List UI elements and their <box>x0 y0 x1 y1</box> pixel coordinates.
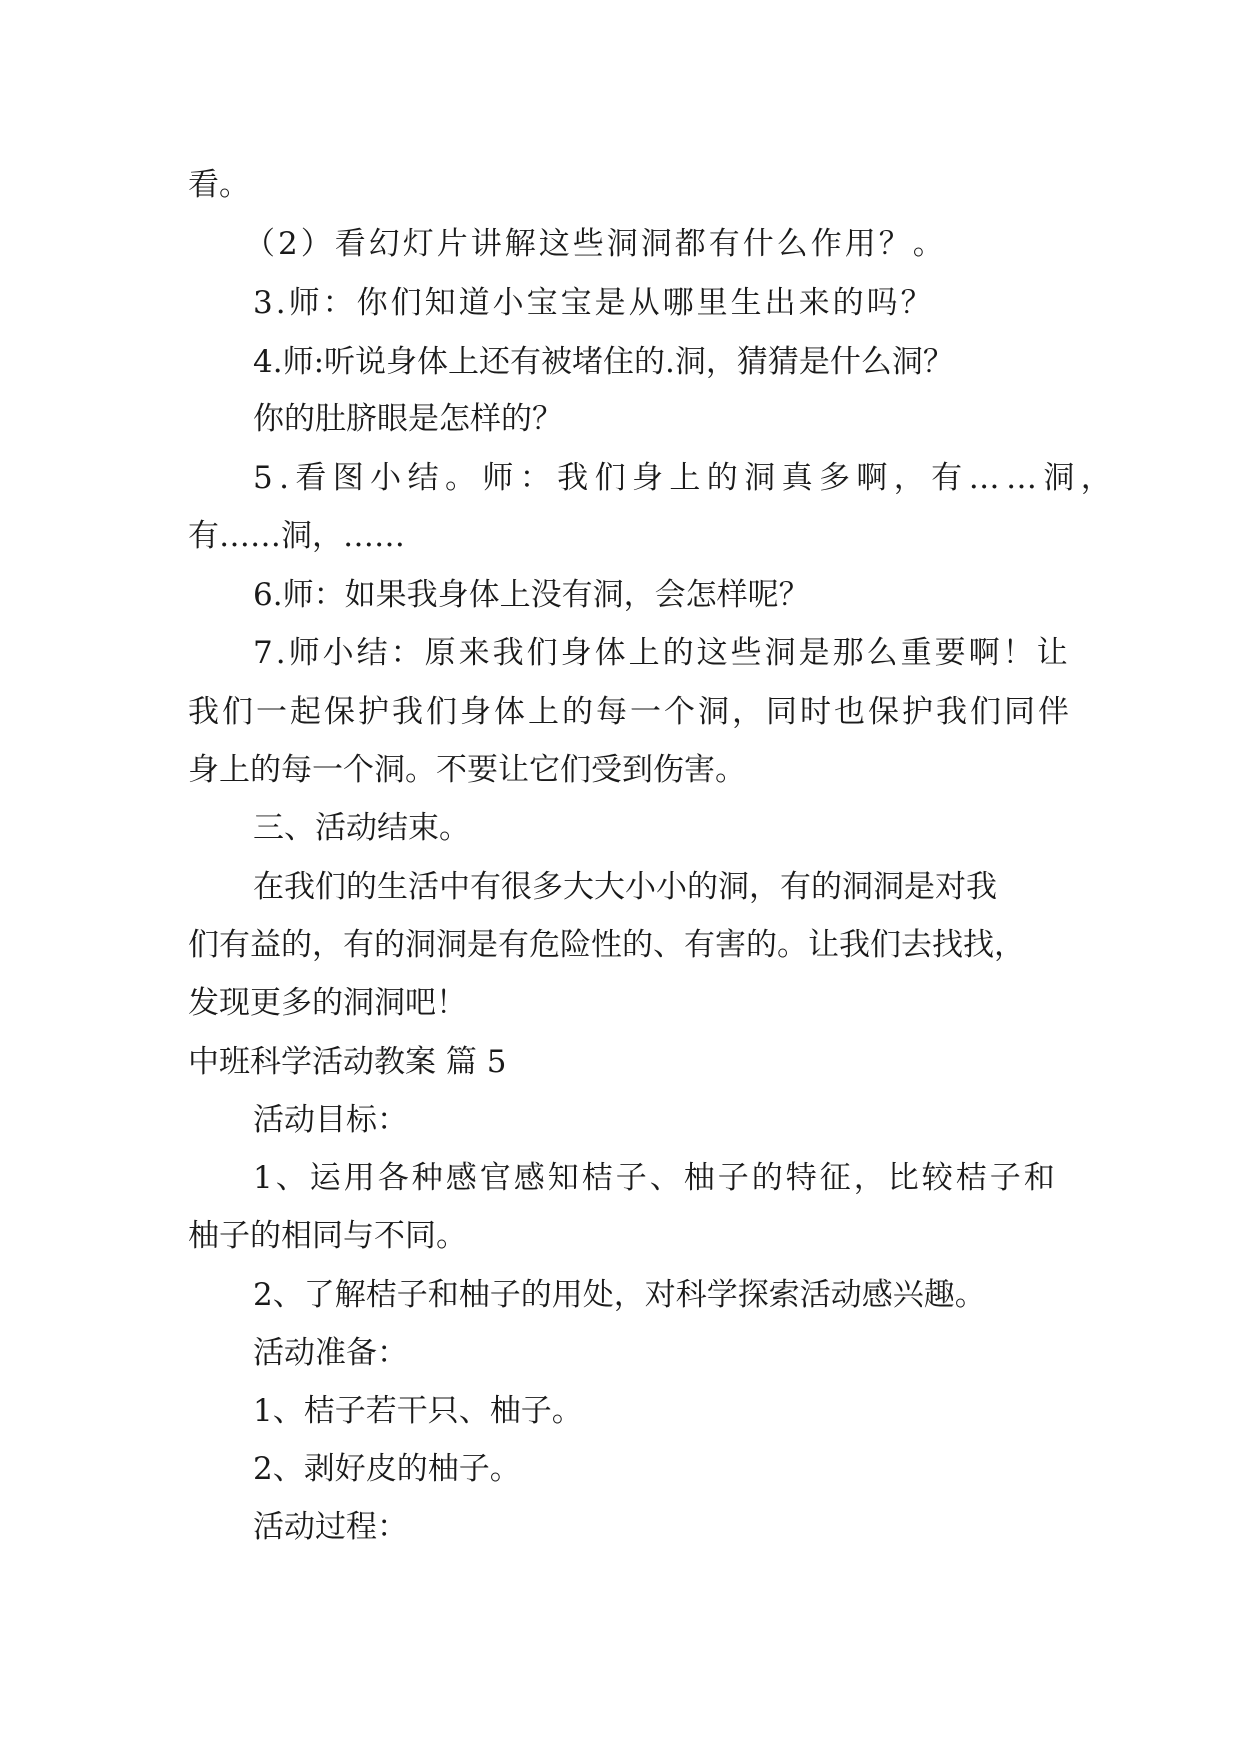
text-line-step-7: 7.师小结：原来我们身体上的这些洞是那么重要啊！让 <box>253 635 1071 671</box>
text-line-continuation: 看。 <box>188 167 250 203</box>
text-line-step-7-cont-2: 身上的每一个洞。不要让它们受到伤害。 <box>188 752 746 788</box>
text-line-step-3: 3.师：你们知道小宝宝是从哪里生出来的吗？ <box>253 285 935 321</box>
preparation-item-1: 1、桔子若干只、柚子。 <box>253 1393 583 1429</box>
section-heading-process: 活动过程： <box>253 1509 408 1545</box>
text-line-step-6: 6.师：如果我身体上没有洞，会怎样呢？ <box>253 577 810 613</box>
section-heading-goals: 活动目标： <box>253 1102 408 1138</box>
goal-item-1-cont: 柚子的相同与不同。 <box>188 1218 467 1254</box>
article-heading: 中班科学活动教案 篇 5 <box>188 1044 507 1080</box>
section-heading-activity-end: 三、活动结束。 <box>253 810 470 846</box>
text-line-summary-cont-1: 们有益的，有的洞洞是有危险性的、有害的。让我们去找找， <box>188 927 1025 963</box>
preparation-item-2: 2、剥好皮的柚子。 <box>253 1451 521 1487</box>
text-line-summary-cont-2: 发现更多的洞洞吧！ <box>188 985 467 1021</box>
text-line-step-5-cont: 有……洞，…… <box>188 518 405 554</box>
goal-item-2: 2、了解桔子和柚子的用处，对科学探索活动感兴趣。 <box>253 1277 986 1313</box>
text-line-summary: 在我们的生活中有很多大大小小的洞，有的洞洞是对我 <box>253 869 997 905</box>
goal-item-1: 1、运用各种感官感知桔子、柚子的特征，比较桔子和 <box>253 1160 1058 1196</box>
text-line-step-7-cont-1: 我们一起保护我们身体上的每一个洞，同时也保护我们同伴 <box>188 694 1072 730</box>
section-heading-preparation: 活动准备： <box>253 1335 408 1371</box>
text-line-step-2: （2）看幻灯片讲解这些洞洞都有什么作用？。 <box>244 226 947 262</box>
text-line-step-5: 5.看图小结。师：我们身上的洞真多啊，有……洞， <box>253 460 1119 496</box>
text-line-step-4: 4.师:听说身体上还有被堵住的.洞，猜猜是什么洞？ <box>253 344 954 380</box>
text-line-navel-question: 你的肚脐眼是怎样的？ <box>253 401 563 437</box>
